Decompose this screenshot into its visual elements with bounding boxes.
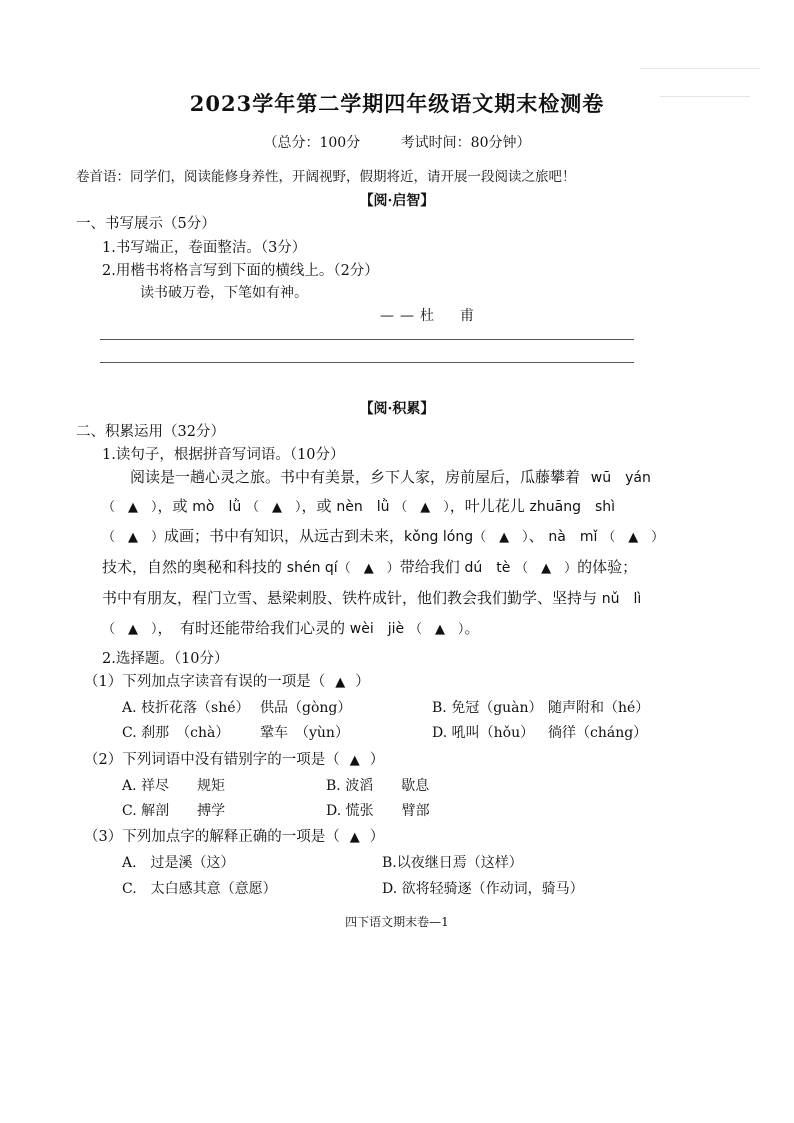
answer-blank[interactable]: （ ▲ ） (102, 622, 158, 637)
passage-line-5: 书中有朋友，程门立雪、悬梁刺股、铁杵成针，他们教会我们勤学、坚持与 nǔ lì (102, 589, 642, 607)
q2-sub1-option-a2: 供品（gòng） (260, 700, 352, 716)
answer-blank[interactable]: （ ▲ ） (515, 561, 578, 576)
answer-blank[interactable]: （ ▲ ） (337, 561, 400, 576)
q2-sub1-option-d2: 徜徉（cháng） (548, 725, 648, 741)
pinyin-shenqi: shén qí (286, 560, 338, 576)
q2-sub1-option-b1[interactable]: B. 免冠（guàn） (432, 700, 543, 716)
writing-item-1: 1.书写端正，卷面整洁。（3分） (102, 240, 307, 256)
exam-title: 2023学年第二学期四年级语文期末检测卷 (189, 91, 605, 116)
passage-line-4: 技术，自然的奥秘和科技的 shén qí（ ▲ ）带给我们 dú tè （ ▲ ）的体验； (102, 558, 638, 576)
q2-sub1-stem: （1）下列加点字读音有误的一项是（ ▲ ） (84, 674, 370, 690)
q2-sub1-option-a1[interactable]: A. 枝折花落（shé） (122, 700, 250, 716)
q2-sub2-option-d[interactable]: D. 慌张 臂部 (326, 803, 430, 819)
q2-heading: 2.选择题。（10分） (102, 651, 229, 667)
answer-triangle[interactable]: ▲ (349, 830, 360, 845)
q2-sub3-option-b[interactable]: B.以夜继日焉（这样） (382, 855, 523, 871)
q2-sub1-option-b2: 随声附和（hé） (548, 700, 650, 716)
section-banner-qizhi: 【阅·启智】 (359, 193, 435, 209)
pinyin-nami: nà mǐ (548, 529, 598, 545)
exam-meta (0, 132, 794, 152)
pinyin-wuyan: wū yán (590, 470, 651, 486)
section-heading-accumulation: 二、积累运用（32分） (76, 424, 225, 440)
answer-blank[interactable]: （ ▲ ） (602, 530, 665, 545)
passage-line-1: 阅读是一趟心灵之旅。书中有美景，乡下人家，房前屋后，瓜藤攀着 wū yán (130, 468, 651, 486)
passage-line-3: （ ▲ ）成画；书中有知识，从远古到未来，kǒng lóng（ ▲ ）、 nà mǐ （ ▲ ） (102, 527, 665, 545)
q1-heading: 1.读句子，根据拼音写词语。（10分） (102, 447, 345, 463)
q2-sub1-option-c2: 鞏车 （yùn） (260, 725, 349, 741)
answer-blank[interactable]: （ ▲ ） (473, 530, 529, 545)
pinyin-nenlu: nèn lǜ (336, 499, 390, 515)
answer-blank[interactable]: （ ▲ ） (408, 622, 465, 637)
answer-blank[interactable]: （ ▲ ） (394, 500, 450, 515)
maxim-author: ——杜 甫 (380, 308, 480, 324)
passage-line-2: （ ▲ ），或 mò lǜ （ ▲ ），或 nèn lǜ （ ▲ ），叶儿花儿 zhuāng shì (102, 497, 616, 515)
pinyin-weijie: wèi jiè (349, 621, 405, 637)
q2-sub2-option-a[interactable]: A. 祥尽 规矩 (122, 778, 226, 794)
q2-sub2-stem: （2）下列词语中没有错别字的一项是（ ▲ ） (84, 752, 385, 768)
pinyin-zhuangshi: zhuāng shì (529, 499, 616, 515)
q2-sub3-stem: （3）下列加点字的解释正确的一项是（ ▲ ） (84, 829, 385, 845)
q2-sub2-option-c[interactable]: C. 解剖 搏学 (122, 803, 226, 819)
writing-line-2[interactable] (100, 362, 634, 363)
passage-line-6: （ ▲ ）， 有时还能带给我们心灵的 wèi jiè （ ▲ ）。 (102, 619, 480, 637)
q2-sub3-option-a[interactable]: A. 过是溪（这） (122, 855, 235, 871)
q2-sub1-option-d1[interactable]: D. 吼叫（hǒu） (432, 725, 535, 741)
section-banner-jilei: 【阅·积累】 (359, 401, 435, 417)
maxim-quote: 读书破万卷，下笔如有神。 (140, 285, 308, 301)
pinyin-dute: dú tè (464, 560, 511, 576)
answer-triangle[interactable]: ▲ (335, 675, 346, 690)
time-limit: 考试时间：80分钟） (400, 135, 531, 151)
answer-blank[interactable]: （ ▲ ） (102, 530, 164, 545)
preface: 卷首语：同学们，阅读能修身养性，开阔视野，假期将近，请开展一段阅读之旅吧！ (76, 169, 576, 185)
writing-item-2: 2.用楷书将格言写到下面的横线上。（2分） (102, 263, 379, 279)
writing-line-1[interactable] (100, 339, 634, 340)
section-heading-writing: 一、书写展示（5分） (76, 216, 216, 232)
q2-sub1-option-c1[interactable]: C. 刹那 （chà） (122, 725, 230, 741)
answer-blank[interactable]: （ ▲ ） (246, 500, 302, 515)
q2-sub3-option-d[interactable]: D. 欲将轻骑逐（作动词，骑马） (382, 881, 584, 897)
q2-sub2-option-b[interactable]: B. 波滔 歇息 (326, 778, 430, 794)
answer-blank[interactable]: （ ▲ ） (102, 500, 158, 515)
pinyin-nuli: nǔ lì (601, 591, 642, 607)
total-score: （总分：100分 (263, 135, 361, 151)
answer-triangle[interactable]: ▲ (349, 753, 360, 768)
q2-sub3-option-c[interactable]: C. 太白感其意（意愿） (122, 881, 277, 897)
page-footer: 四下语文期末卷—1 (345, 915, 449, 929)
pinyin-konglong: kǒng lóng (404, 529, 474, 545)
pinyin-molu: mò lǜ (192, 499, 242, 515)
bleed-through-mark (640, 68, 760, 69)
